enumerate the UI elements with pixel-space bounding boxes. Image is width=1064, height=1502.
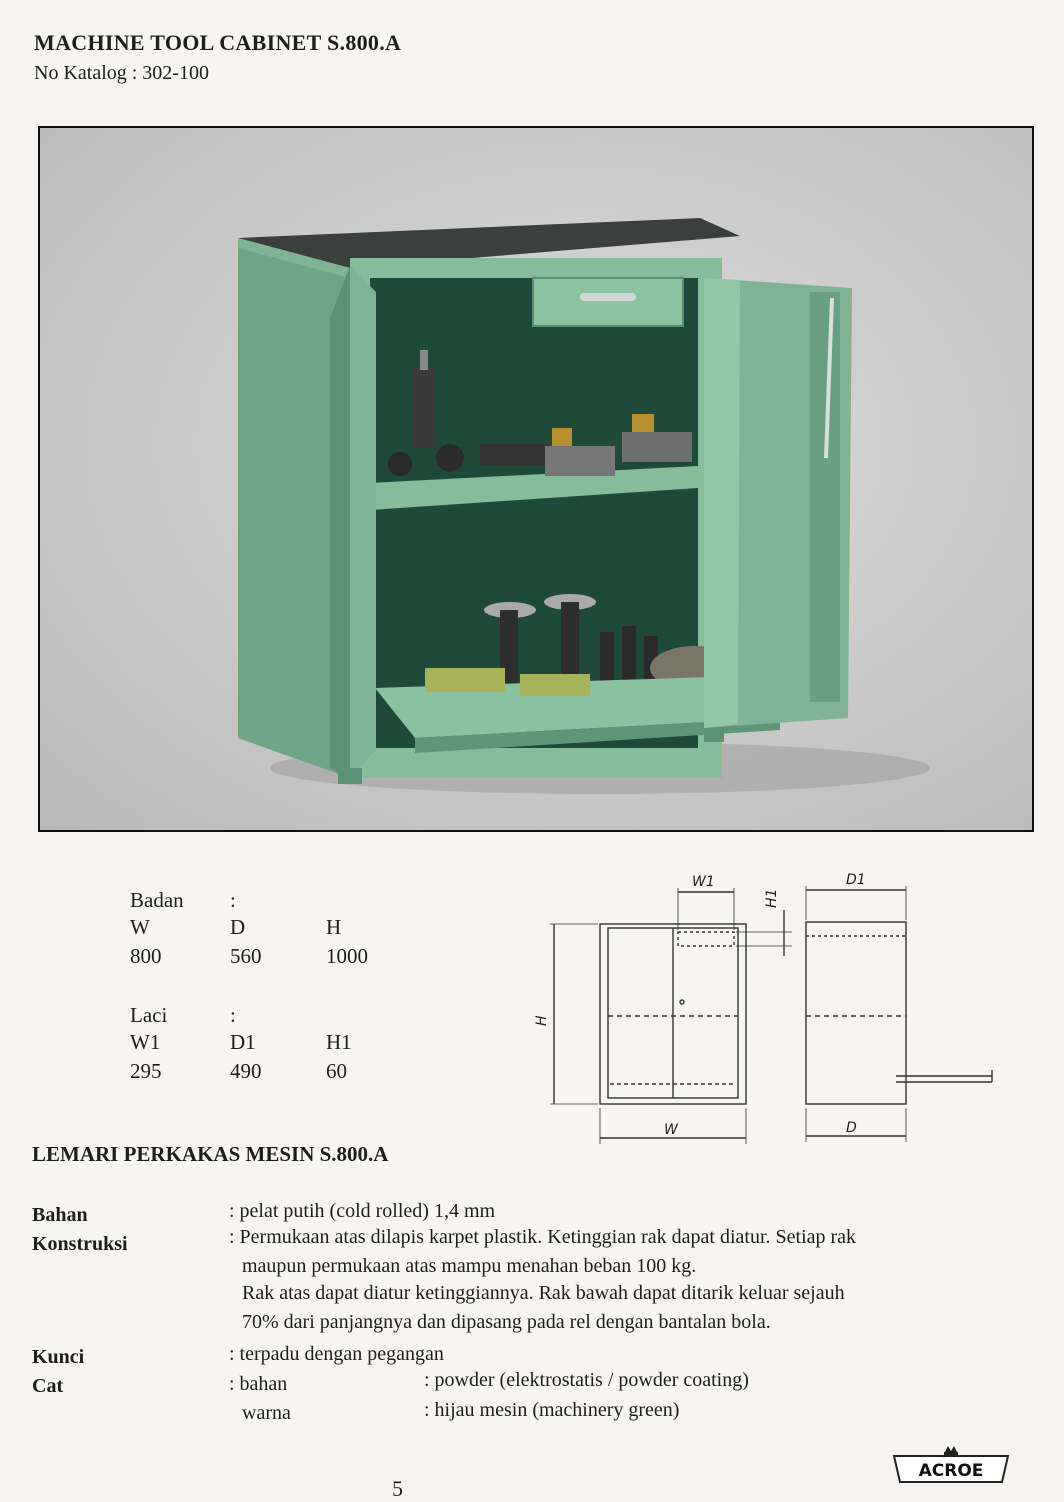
drawer-value-h1: 60 — [326, 1059, 347, 1083]
diagram-label-h: H — [534, 1015, 550, 1026]
drawer-value-d1: 490 — [230, 1059, 262, 1083]
page-title: MACHINE TOOL CABINET S.800.A — [34, 30, 402, 55]
kunci-label: Kunci — [32, 1346, 85, 1368]
konstruksi-label: Konstruksi — [32, 1233, 128, 1255]
cabinet-illustration — [40, 128, 1032, 830]
cat-key-warna: warna — [242, 1402, 291, 1424]
diagram-label-w: W — [664, 1122, 678, 1138]
dimension-drawing — [530, 866, 1000, 1156]
body-value-d: 560 — [230, 944, 262, 968]
diagram-label-d: D — [846, 1120, 857, 1136]
cat-value-bahan: : powder (elektrostatis / powder coating) — [424, 1369, 749, 1391]
kunci-text: : terpadu dengan pegangan — [229, 1343, 444, 1365]
cat-value-warna: : hijau mesin (machinery green) — [424, 1399, 680, 1421]
body-header-d: D — [230, 915, 246, 939]
cat-key-bahan: : bahan — [229, 1373, 288, 1395]
cat-label: Cat — [32, 1375, 64, 1397]
logo-text: ACROE — [918, 1461, 984, 1481]
page-number: 5 — [392, 1476, 403, 1501]
acroe-logo — [890, 1444, 1012, 1484]
konstruksi-line-2: maupun permukaan atas mampu menahan beban 100 kg. — [242, 1255, 697, 1277]
konstruksi-line-4: 70% dari panjangnya dan dipasang pada rel dengan bantalan bola. — [242, 1311, 771, 1333]
drawer-label: Laci — [130, 1003, 168, 1027]
body-colon: : — [230, 888, 236, 912]
drawer-header-d1: D1 — [230, 1030, 256, 1054]
diagram-label-h1: H1 — [764, 888, 780, 908]
bahan-text: : pelat putih (cold rolled) 1,4 mm — [229, 1200, 496, 1222]
section-title: LEMARI PERKAKAS MESIN S.800.A — [32, 1142, 389, 1166]
product-photo — [38, 126, 1034, 832]
diagram-label-w1: W1 — [692, 874, 715, 890]
body-value-h: 1000 — [326, 944, 368, 968]
body-label: Badan — [130, 888, 184, 912]
bahan-label: Bahan — [32, 1204, 88, 1226]
drawer-colon: : — [230, 1003, 236, 1027]
body-header-w: W — [130, 915, 150, 939]
body-value-w: 800 — [130, 944, 162, 968]
drawer-header-w1: W1 — [130, 1030, 161, 1054]
body-header-h: H — [326, 915, 342, 939]
konstruksi-line-1: : Permukaan atas dilapis karpet plastik. Ketinggian rak dapat diatur. Setiap rak — [229, 1226, 857, 1248]
drawer-value-w1: 295 — [130, 1059, 162, 1083]
diagram-label-d1: D1 — [846, 872, 866, 888]
drawer-header-h1: H1 — [326, 1030, 352, 1054]
catalog-number: No Katalog : 302-100 — [34, 62, 209, 84]
konstruksi-line-3: Rak atas dapat diatur ketinggiannya. Rak bawah dapat ditarik keluar sejauh — [242, 1282, 845, 1304]
